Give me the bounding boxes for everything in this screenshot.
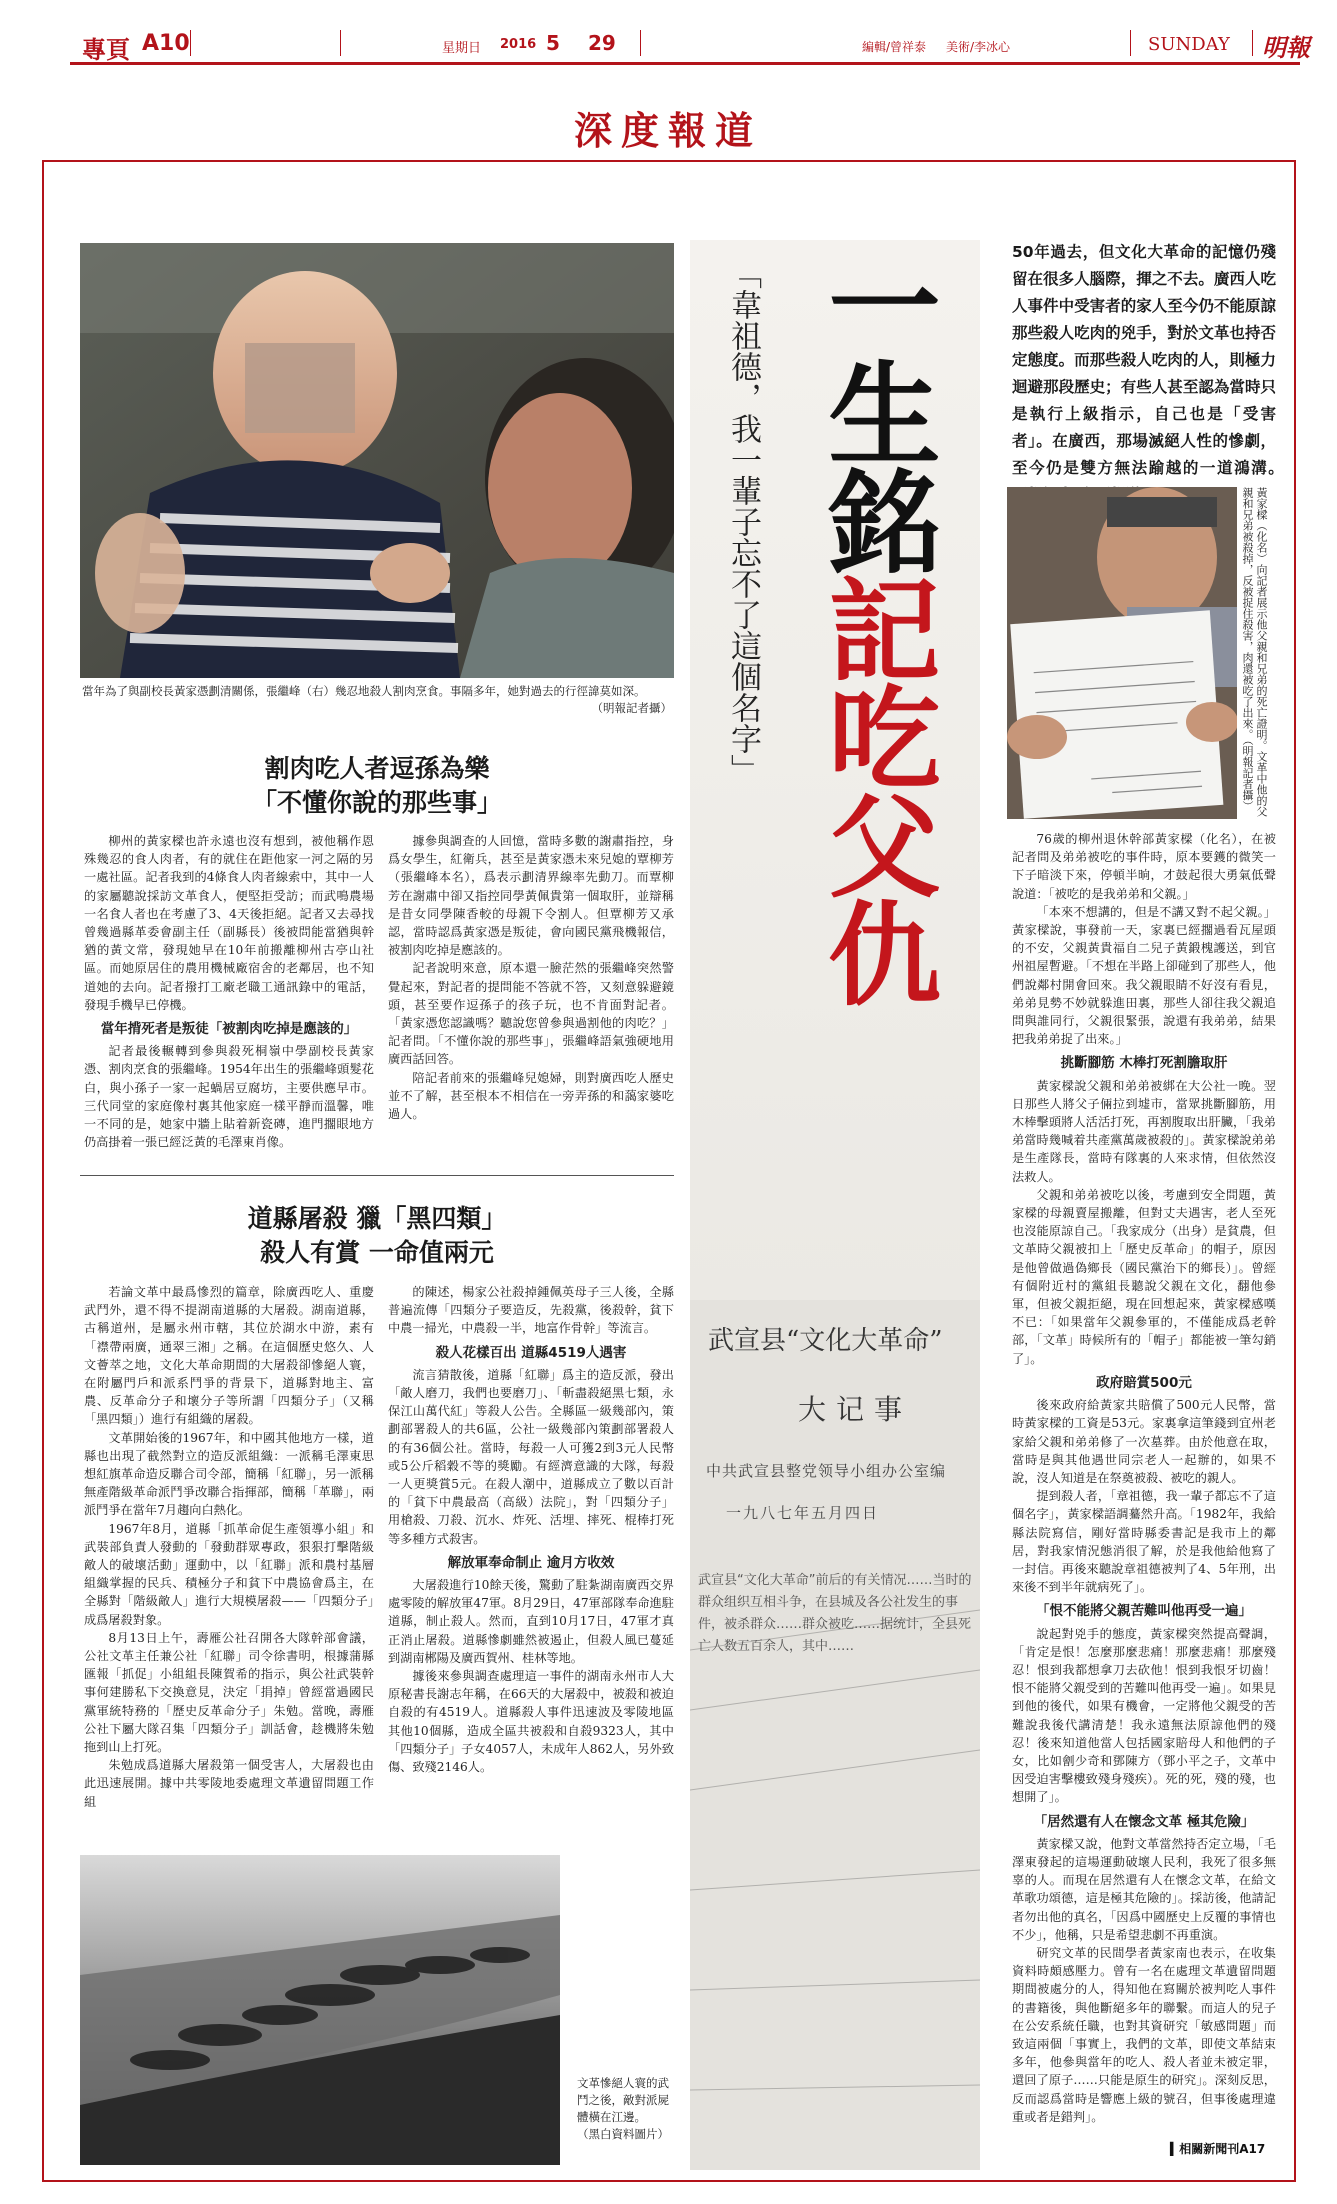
- story1-column-2: [388, 832, 674, 1123]
- story2-headline-line2: 殺人有賞 一命值兩元: [260, 1238, 494, 1267]
- page-header: [0, 0, 1337, 160]
- story3-paragraph: 黃家樑又說，他對文革當然持否定立場，「毛澤東發起的這場運動破壞人民利，我死了很多無辜的人。而現在居然還有人在懷念文革，在給文革歌功頌德，這是極其危險的」。採訪後，他請記者勿出他的真名，「因爲中國歷史上反覆的事情也不少」，他稱，只是希望悲劇不再重演。: [1012, 1836, 1276, 1942]
- story2-paragraph: 據後來參與調查處理這一事件的湖南永州市人大原秘書長謝志年稱，在66天的大屠殺中，被殺和被迫自殺的有4519人。道縣殺人事件迅速波及零陵地區其他10個縣，造成全區共被殺和自殺9323人，其中「四類分子」子女4057人，未成年人862人，另外致傷、致殘2146人。: [388, 1669, 674, 1775]
- story-divider: [80, 1175, 674, 1176]
- header-divider: [1130, 30, 1131, 56]
- designer-credit: 美術/李冰心: [946, 40, 1011, 54]
- year: 2016: [500, 37, 537, 52]
- sunday-label: SUNDAY: [1148, 34, 1230, 55]
- story3-paragraph: 說起對兇手的態度，黃家樑突然提高聲調，「肯定是恨！怎麼那麼悲痛！那麼悲痛！那麼殘忍！恨到我都想拿刀去砍他！恨到我恨牙切齒！恨不能將父親受到的苦難叫他再受一遍」。如果見到他的後代，如果有機會，一定將他父親受的苦難說我後代講清楚！我永遠無法原諒他們的殘忍！後來知道他當人包括國家賠母人和他們的子女，比如劊少奇和鄧陳方（鄧小平之子，文革中因受迫害擊樓致殘身殘疾）。死的死，殘的殘，也想開了」。: [1012, 1626, 1276, 1805]
- photo3-caption-text: 文革慘絕人寰的武鬥之後，敵對派屍體橫在江邊。: [577, 2076, 669, 2124]
- page-number: A10: [142, 31, 190, 56]
- story1-subhead: 當年揹死者是叛徒「被割肉吃掉是應該的」: [100, 1021, 358, 1038]
- header-divider: [1252, 30, 1253, 56]
- header-rule-top: [70, 62, 1300, 65]
- story1-headline-line1: 割肉吃人者逗孫為樂: [264, 754, 490, 783]
- story2-paragraph: 文革開始後的1967年，和中國其他地方一樣，道縣也出現了截然對立的造反派組織：一派稱毛澤東思想紅旗革命造反聯合司令部，簡稱「紅聯」，另一派稱無產階級革命派鬥爭改聯合指揮部，簡稱「革聯」，兩派鬥爭在當年7月趨向白熱化。: [84, 1430, 374, 1518]
- photo-death-certificate-image: [1007, 487, 1237, 819]
- story3-subhead: 政府賠賞500元: [1096, 1374, 1192, 1391]
- story3-paragraph: 父親和弟弟被吃以後，考慮到安全問題，黃家樑的母親賣屋搬離，但對丈夫遇害，老人至死也沒能原諒自己。「我家成分（出身）是貧農，但文革時父親被扣上「歷史反革命」的帽子，原因是他曾做過偽鄉長（國民黨治下的鄉長）」。曾經有個附近村的黨組長聽說父親在文化，翻他參軍，但被父親拒絕，現在回想起來，黃家樑感嘆不已：「如果當年父親參軍的，不僅能成爲老幹部，「文革」時候所有的「帽子」都能被一筆勾銷了」。: [1012, 1187, 1276, 1366]
- header-divider: [190, 30, 191, 56]
- story3-subhead: 「居然還有人在懷念文革 極其危險」: [1033, 1813, 1255, 1830]
- doc-body-text: 武宣县“文化大革命”前后的有关情况……当时的群众组织互相斗争，在县城及各公社发生的事件，被杀群众……群众被吃……据统计，全县死亡人数五百余人，其中……: [698, 1573, 972, 1654]
- photo2-caption-text: 黃家樑（化名）向記者展示他父親和兄弟的死亡證明。文革中他的父親和兄弟被殺掉，反被捉住殺害，肉還被吃了出來。: [1241, 487, 1268, 817]
- doc-subtitle: 大记事: [798, 1393, 913, 1426]
- photo1-caption: [82, 683, 672, 717]
- lede: 50年過去，但文化大革命的記憶仍殘留在很多人腦際，揮之不去。廣西人吃人事件中受害者的家人至今仍不能原諒那些殺人吃肉的兇手，對於文革也持否定態度。而那些殺人吃肉的人，則極力迴避那段歷史；有些人甚至認為當時只是執行上級指示，自己也是「受害者」。在廣西，那場滅絕人性的慘劇，至今仍是雙方無法踰越的一道鴻溝。: [1012, 243, 1276, 477]
- doc-title-quote: “文化大革命”: [786, 1326, 943, 1356]
- story1-headline: [80, 752, 674, 820]
- story1-paragraph: 據參與調查的人回憶，當時多數的謝肅指控，身爲女學生，紅衛兵，甚至是黃家憑未來兒媳的覃柳芳（張繼峰本名），爲表示劃清界線率先動刀。而覃柳芳在謝肅中卻又指控同學黃佩貴第一個取肝，並辯稱是昔女同學陳香較的母親下令割人。但覃柳芳又承認，當時認爲黃家憑是叛徒，會向國民黨飛機報信，被割肉吃掉是應該的。: [388, 834, 674, 958]
- story3-paragraph: 提到殺人者，「章祖德，我一輩子都忘不了這個名字」，黃家樑語調驀然升高。「1982年，我給縣法院寫信，剛好當時縣委書記是我市上的鄰居，對我家情況態消很了解，於是我他給他寫了一封信。再後來聽說章祖德被判了4、5年刑，出來後不到半年就病死了」。: [1012, 1489, 1276, 1595]
- related-news-link[interactable]: [1170, 2140, 1265, 2157]
- doc-title-county: 武宣县: [708, 1326, 787, 1356]
- doc-date: 一九八七年五月四日: [726, 1504, 880, 1522]
- main-title-black: 一生銘: [810, 248, 941, 572]
- photo-riverbank: [80, 1855, 560, 2165]
- story1-paragraph: 陪記者前來的張繼峰兒媳婦，則對廣西吃人歷史並不了解，甚至根本不相信在一旁弄孫的和藹家婆吃過人。: [388, 1070, 674, 1122]
- story3-subhead: 「恨不能將父親苦難叫他再受一遍」: [1036, 1603, 1252, 1620]
- brand-logo: 明報: [1262, 33, 1310, 62]
- story3-paragraph: 「本來不想講的，但是不講又對不起父親。」黃家樑說，事發前一天，家裏已經擱過看瓦屋頭的不安，父親黃貴福自二兒子黃鍛槐護送，到官州祖屋暫避。「不想在半路上卻碰到了那些人，他們說鄰村開會回來。我父親眼睛不好沒有看見，弟弟見勢不妙就躲進田裏，那些人卻往我父親追問與誰同行，父親很緊張，說還有我弟弟，結果把我弟弟捉了出來。」: [1012, 904, 1276, 1047]
- photo2-credit: （明報記者攝）: [1241, 740, 1254, 812]
- story2-headline: [80, 1202, 674, 1270]
- story2-column-1: [84, 1283, 374, 1811]
- photo-death-certificate: [1007, 487, 1237, 819]
- doc-scribbles: [690, 1570, 980, 2160]
- month: 5: [546, 31, 560, 55]
- story2-paragraph: 流言猜散後，道縣「紅聯」爲主的造反派，發出「敵人磨刀，我們也要磨刀」、「斬盡殺絕黑七類，永保江山萬代紅」等殺人公告。全縣區一級幾部內，策劃部署殺人的共6區，公社一級幾部內策劃部署殺人的有36個公社。當時，每殺一人可獲2到3元人民幣或5公斤稻穀不等的獎勵。有經濟意識的大隊，每殺一人更獎賞5元。在殺人潮中，道縣成立了數以百計的「貧下中農最高（高級）法院」，對「四類分子」用槍殺、刀殺、沉水、炸死、活埋、摔死、棍棒打死等多種方式殺害。: [388, 1367, 674, 1546]
- title-quote: 「韋祖德，我一輩子忘不了這個名字」: [725, 258, 761, 785]
- story3-paragraph: 研究文革的民間學者黃家南也表示，在收集資料時頗感壓力。曾有一名在處理文革遺留問題期間被處分的人，得知他在寫關於被判吃人事件的書籍後，與他斷絕多年的聯繫。而這人的兒子在公安系統任職，也對其資研究「敏感問題」而致這兩個「事實上，我們的文革，即使文革結束多年，他參與當年的吃人、殺人者並未被定罪，還回了原子……只能是原生的研究」。深刻反思，反而認爲當時是響應上級的號召，但事後處理違重或者是錯判」。: [1012, 1945, 1276, 2124]
- story3-subhead: 挑斷腳筋 木棒打死割膽取肝: [1060, 1055, 1228, 1072]
- weekday: 星期日: [442, 41, 482, 56]
- section-banner: 深度報道: [574, 108, 763, 153]
- story3-paragraph: 後來政府給黃家共賠償了500元人民幣，當時黃家樑的工資是53元。家裏拿這筆錢到宜州老家給父親和弟弟修了一次墓葬。由於他意在取，當時是與其他遇世同宗老人一起辦的，如果不說，沒人知道是在祭奠被殺、被吃的親人。: [1012, 1398, 1276, 1485]
- story2-paragraph: 8月13日上午，壽雁公社召開各大隊幹部會議，公社文革主任兼公社「紅聯」司令徐書明，根據蒲縣匯報「抓促」小組組長陳賀希的指示，與公社武裝幹事何建勝私下交換意見，決定「捐掉」曾經當過國民黨軍統特務的「歷史反革命分子」朱勉。當晚，壽雁公社下屬大隊召集「四類分子」訓話會，趁機將朱勉拖到山上打死。: [84, 1630, 374, 1755]
- photo-grandmother-child: [80, 243, 674, 678]
- main-title: [800, 248, 950, 1108]
- section-label: 專頁: [82, 35, 130, 64]
- doc-org: 中共武宣县整党领导小组办公室编: [706, 1462, 947, 1480]
- story2-paragraph: 的陳述，楊家公社殺掉鍾佩英母子三人後，全縣普遍流傳「四類分子要造反，先殺黨，後殺幹，貧下中農一掃光，中農殺一半，地富作骨幹」等流言。: [388, 1285, 674, 1336]
- story3-paragraph: 76歲的柳州退休幹部黃家樑（化名），在被記者問及弟弟被吃的事件時，原本要鑊的微笑一下子暗淡下來，停頓半晌，才鼓起很大勇氣低聲說道：「被吃的是我弟弟和父親。」: [1012, 832, 1276, 901]
- story1-paragraph: 柳州的黃家樑也許永遠也沒有想到，被他稱作恩殊幾忍的食人肉者，有的就住在距他家一河之隔的另一處社區。記者我到的4條食人肉者線索中，其中一人的家屬聽說採訪文革食人，便堅拒受訪；而武鳴農場一名食人者也在考慮了3、4天後拒絕。記者又去尋找曾幾過縣革委會副主任（副縣長）後被問能當猶與幹猶的黃文常，發現她早在10年前搬離柳州古亭山社區。而她原居住的農用機械廠宿舍的老鄰居，也不知道她的去向。記者撥打工廠老職工通訊錄中的電話，發現手機早已停機。: [84, 834, 374, 1012]
- photo-grandmother-child-image: [80, 243, 674, 678]
- photo2-caption: [1240, 487, 1268, 819]
- doc-title: [708, 1320, 968, 1357]
- story2-column-2: [388, 1283, 674, 1776]
- editor-credit: 編輯/曾祥泰: [862, 40, 927, 54]
- header-divider: [640, 30, 641, 56]
- photo3-caption: [577, 2075, 677, 2143]
- story2-paragraph: 大屠殺進行10餘天後，驚動了駐紮湖南廣西交界處零陵的解放軍47軍。8月29日，47軍部隊奉命進駐道縣，制止殺人。然而，直到10月17日，47軍才真正消止屠殺。道縣慘劇雖然被遏止，但殺人風已蔓延到湖南郴陽及廣西賀州、桂林等地。: [388, 1578, 674, 1665]
- story3-column: [1012, 830, 1276, 2126]
- related-news-label: 相關新聞刊A17: [1179, 2142, 1266, 2156]
- photo1-caption-text: 當年為了與副校長黃家憑劃清關係，張繼峰（右）幾忍地殺人割肉烹食。事隔多年，她對過去的行徑諱莫如深。: [82, 684, 646, 698]
- story1-headline-line2: 「不懂你說的那些事」: [251, 788, 502, 817]
- photo3-credit: （黑白資料圖片）: [577, 2127, 669, 2141]
- main-title-red: 記吃父仇: [810, 572, 941, 1004]
- photo-riverbank-image: [80, 1855, 560, 2165]
- story2-paragraph: 朱勉成爲道縣大屠殺第一個受害人，大屠殺也由此迅速展開。據中共零陵地委處理文革遺留問題工作組: [84, 1758, 374, 1809]
- story1-paragraph: 記者最後輾轉到參與殺死桐嶺中學副校長黃家憑、割肉烹食的張繼峰。1954年出生的張繼峰頭髮花白，與小孫子一家一起蝸居豆腐坊，主要供應早市。三代同堂的家庭像村裏其他家庭一樣平靜而溫馨，唯一不同的是，她家中牆上貼着新瓷磚，進門擱眼地方仍高掛着一張已經泛黃的毛澤東肖像。: [84, 1044, 374, 1150]
- story1-paragraph: 記者說明來意，原本還一臉茫然的張繼峰突然警覺起來，對記者的提問能不答就不答，又刻意躲避鏡頭，甚至要作逗孫子的孩子玩，也不肯面對記者。「黃家憑您認識嗎？聽說您曾參與過割他的肉吃？」記者問。「不懂你說的那些事」，張繼峰語氣強硬地用廣西話回答。: [388, 961, 674, 1067]
- story2-subhead: 解放軍奉命制止 逾月方收效: [447, 1554, 615, 1571]
- story2-paragraph: 1967年8月，道縣「抓革命促生產領導小組」和武裝部負責人發動的「發動群眾專政，狠狠打擊階級敵人的破壞活動」運動中，以「紅聯」派和農村基層組織掌握的民兵、積極分子和貧下中農協會爲主，在全縣對「階級敵人」進行大規模屠殺——「四類分子」成爲屠殺對象。: [84, 1521, 374, 1627]
- related-arrow-icon: ▍: [1170, 2142, 1180, 2156]
- story2-headline-line1: 道縣屠殺 獵「黑四類」: [247, 1204, 507, 1233]
- photo1-credit: （明報記者攝）: [591, 701, 672, 715]
- day: 29: [588, 31, 616, 55]
- story2-subhead: 殺人花樣百出 道縣4519人遇害: [435, 1344, 627, 1361]
- story3-paragraph: 黃家樑說父親和弟弟被綁在大公社一晚。翌日那些人將父子倆拉到墟市，當眾挑斷腳筋，用木棒擊頭將人活活打死，再割腹取出肝臟，「我弟弟當時幾喊着共產黨萬歲被殺的」。黃家樑說弟弟是生產隊長，當時有隊裏的人來求情，但依然沒法救人。: [1012, 1078, 1276, 1184]
- header-divider: [340, 30, 341, 56]
- story2-paragraph: 若論文革中最爲慘烈的篇章，除廣西吃人、重慶武鬥外，還不得不提湖南道縣的大屠殺。湖南道縣，古稱道州，是屬永州市轄，其位於湖水中游，素有「襟帶兩廣，通翠三湘」之稱。在這個歷史悠久、人文薈萃之地，文化大革命期間的大屠殺卻慘絕人寰，在附屬門戶和派系鬥爭的背景下，道縣對地主、富農、反革命分子和壞分子等所謂「四類分子」（又稱「黑四類」）進行有組織的屠殺。: [84, 1285, 374, 1427]
- story1-column-1: [84, 832, 374, 1151]
